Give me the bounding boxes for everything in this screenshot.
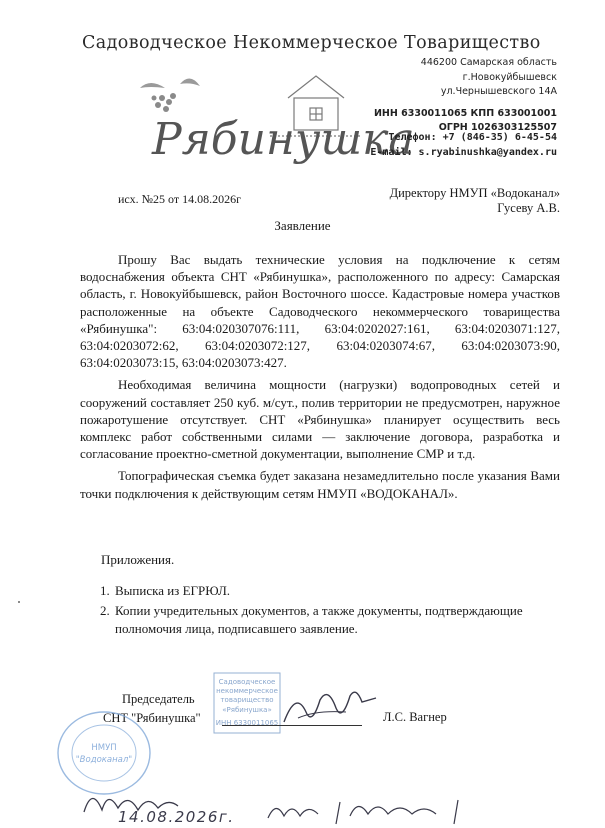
address-line: 446200 Самарская область bbox=[420, 57, 557, 68]
ogrn: ОГРН 1026303125507 bbox=[438, 122, 557, 133]
recipient-line: Директору НМУП «Водоканал» bbox=[389, 186, 560, 200]
address-line: г.Новокуйбышевск bbox=[462, 71, 557, 83]
handwritten-receipt-note bbox=[78, 780, 598, 828]
org-contacts bbox=[370, 130, 557, 160]
signature-scribble bbox=[276, 682, 386, 732]
org-title: Садоводческое Некоммерческое Товарищество bbox=[82, 33, 541, 53]
annex-item: 1. Выписка из ЕГРЮЛ. bbox=[113, 582, 565, 600]
paragraph: Необходимая величина мощности (нагрузки) водопроводных сетей и сооружений составляет 250 куб. м/сут., полив территории не предусмотрен, наружное пожаротушение отсутствует. СНТ «Рябинушка» планирует осуществить весь комплекс работ собственными силами — заключение договора, разработка и согласование проектно-сметной документации, выполнение СМР и т.д. bbox=[80, 377, 560, 462]
email: E-mail: s.ryabinushka@yandex.ru bbox=[370, 147, 557, 158]
recipient bbox=[390, 186, 560, 216]
stamp-line: ИНН 6330011065 bbox=[215, 719, 279, 727]
address-line: ул.Чернышевского 14А bbox=[440, 86, 557, 97]
paragraph: Прошу Вас выдать технические условия на подключение к сетям водоснабжения объекта СНТ «Рябинушка», расположенного по адресу: Самарская область, г. Новокуйбышевск, район Восточного шоссе. Кадастровые номера участков расположенные на объекте Садоводческого некоммерческого товарищества «Рябинушка": 63:04:020307076:111, 63:04:0202027:161, 63:04:0203071:127, 63:04:0203072:62, 63:04:0203072:127, 63:04:0203074:67, 63:04:0203073:90, 63:04:0203073:15, 63:04:0203073:427. bbox=[80, 252, 560, 371]
logo-text: Рябинушка bbox=[152, 114, 415, 165]
paragraph: Топографическая съемка будет заказана незамедлительно после указания Вами точки подключения к действующим сетям НМУП «ВОДОКАНАЛ». bbox=[80, 468, 560, 501]
signatory-name: Л.С. Вагнер bbox=[383, 710, 447, 724]
snt-logo bbox=[70, 58, 415, 170]
annex-item: 2. Копии учредительных документов, а также документы, подтверждающие полномочия лица, подписавшего заявление. bbox=[113, 602, 565, 638]
stamp-line: "Водоканал" bbox=[75, 755, 133, 765]
phone: Телефон: +7 (846-35) 6-45-54 bbox=[388, 132, 557, 143]
stamp-line: Садоводческое bbox=[218, 678, 276, 686]
letter-body bbox=[80, 251, 560, 507]
annex-title: Приложения. bbox=[101, 552, 175, 567]
document-title: Заявление bbox=[274, 218, 331, 233]
rowan-berries-icon bbox=[140, 78, 200, 112]
stamp-line: НМУП bbox=[91, 743, 117, 753]
speck bbox=[18, 601, 20, 603]
stamp-line: некоммерческое bbox=[216, 687, 278, 695]
signatory-title: Председатель bbox=[122, 692, 195, 706]
stamp-line: «Рябинушка» bbox=[222, 706, 272, 714]
inn-kpp: ИНН 6330011065 КПП 633001001 bbox=[373, 107, 557, 119]
signatory-org: СНТ "Рябинушка" bbox=[103, 711, 201, 725]
stamp-line: товарищество bbox=[220, 696, 274, 704]
handwritten-date: 14.08.2026г. bbox=[118, 808, 235, 826]
outgoing-number: исх. №25 от 14.08.2026г bbox=[118, 192, 242, 206]
org-address-block bbox=[374, 56, 557, 136]
annex-list bbox=[80, 582, 565, 640]
recipient-line: Гусеву А.В. bbox=[497, 201, 560, 215]
